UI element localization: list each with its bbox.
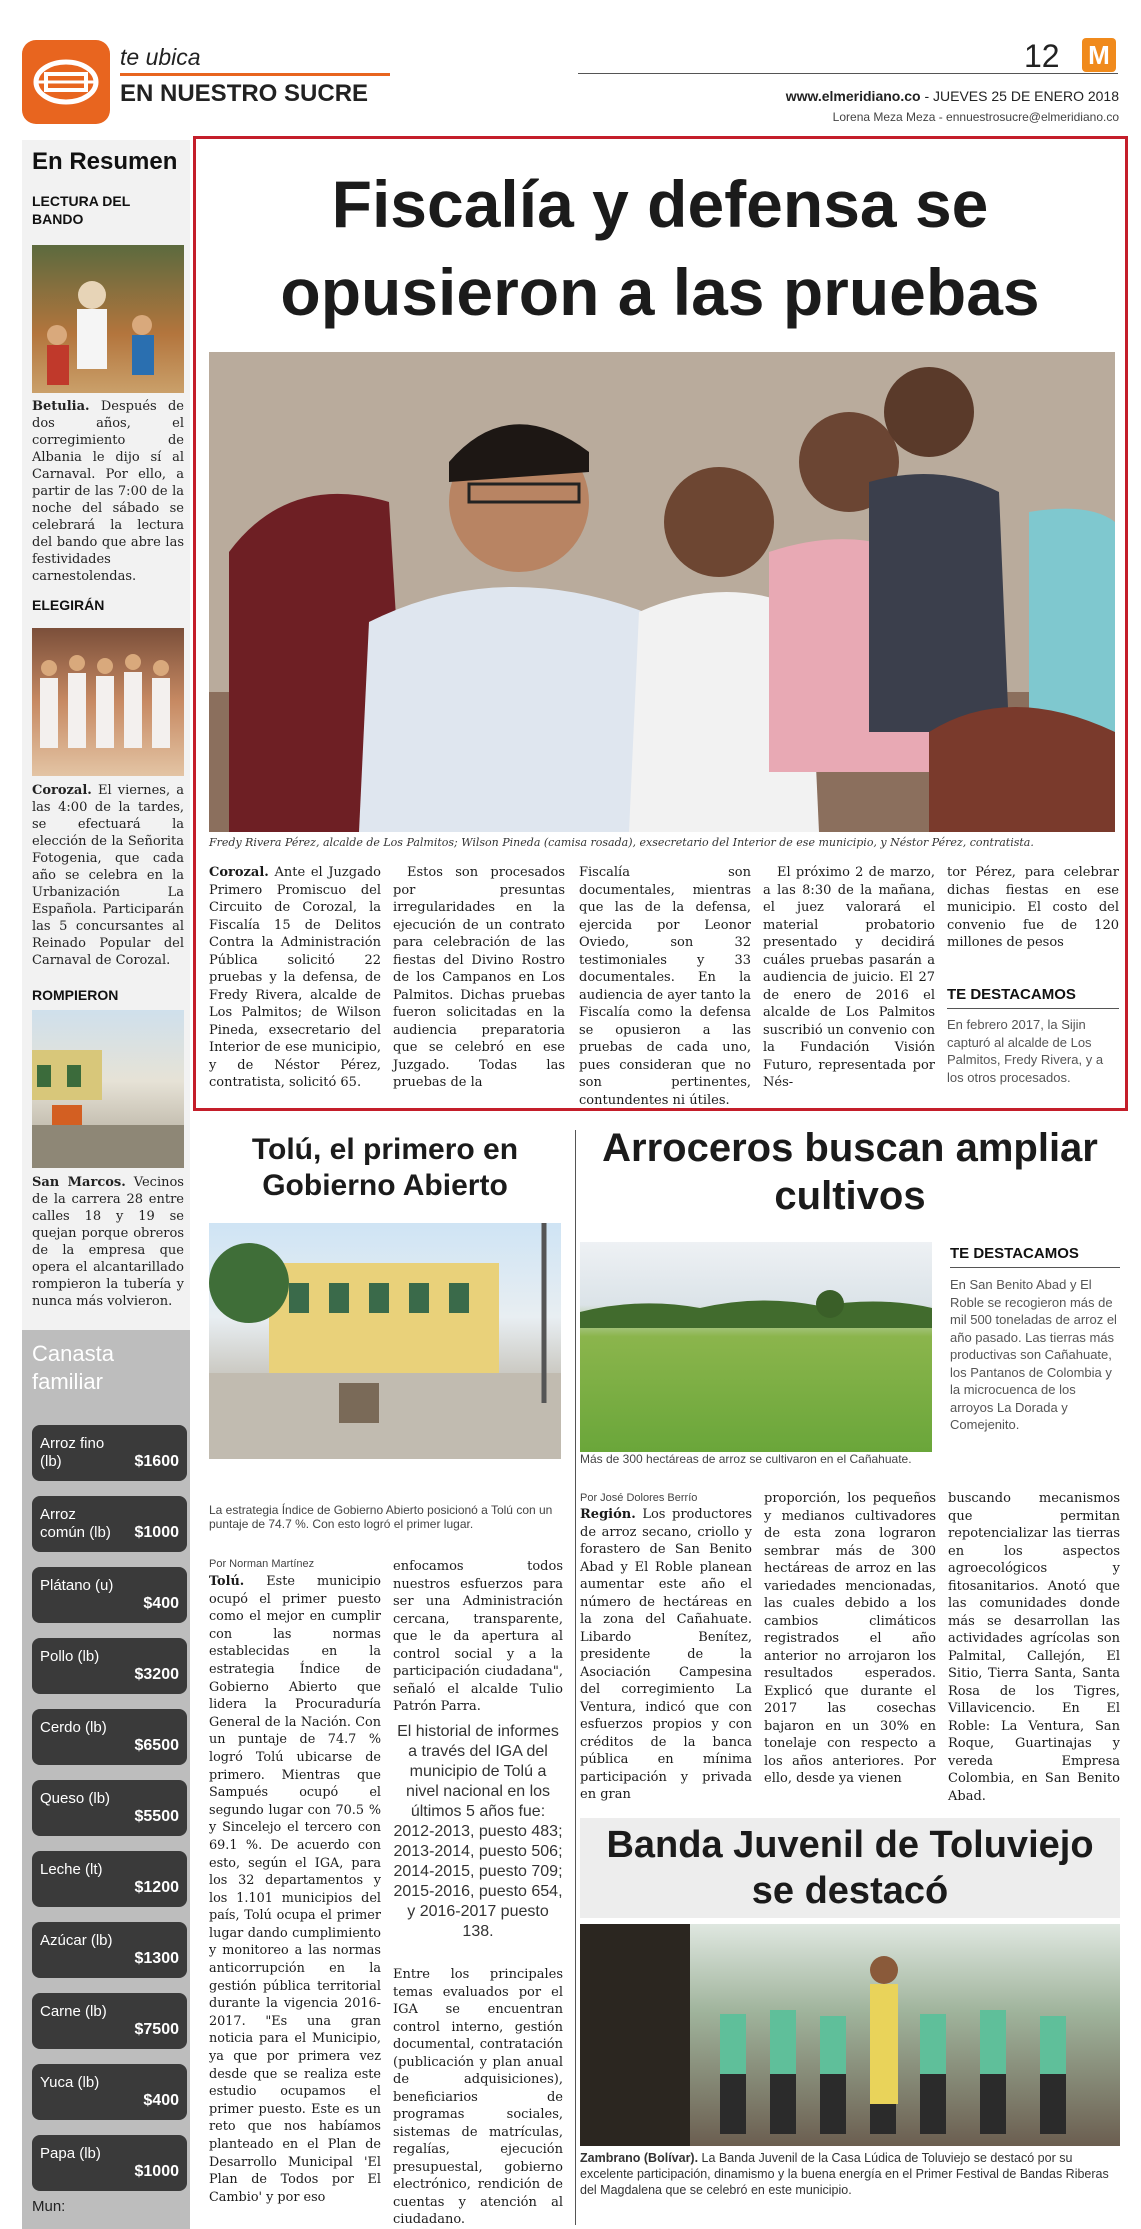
price-item-value: $1000 [134,2163,179,2180]
destacamos-rule [947,1008,1119,1009]
main-col-5: tor Pérez, para celebrar dichas fiestas en ese municipio. El costo del convenio fue de 120 millones de pesos [947,865,1119,950]
tolu-history-box: El historial de informes a través del IGA del municipio de Tolú a nivel nacional en los últimos 5 años fue: 2012-2013, puesto 483; 2013-2014, puesto 506; 2014-2015, puesto 709; 2015-2016, puesto 654, y 2016-2017 puesto 138. [393,1723,563,1940]
price-item-name: Arroz común (lb) [40,1506,111,1541]
price-item [32,1638,187,1694]
sidebar-text: Corozal. El viernes, a las 4:00 de la tardes, se efectuará la elección de la Señorita Fotogenia, que cada año se celebra en la Urbanización La Española. Participarán las 5 concursantes al Reinado Popular del Carnaval de Corozal. [32,783,184,968]
tolu-headline: Tolú, el primero en Gobierno Abierto [251,1133,519,1202]
price-item [32,1567,187,1623]
tolu-col-2-top: enfocamos todos nuestros esfuerzos para ser una Administración cercana, transparente, que le da apertura al control social y a la participación ciudadana", señaló el alcalde Tulio Patrón Parra. [393,1559,563,1714]
sidebar-text: San Marcos. Vecinos de la carrera 28 entre calles 18 y 19 se quejan porque obreros de la empresa que opera el alcantarillado rompieron la tubería y nunca más volvieron. [32,1175,184,1309]
price-item [32,1780,187,1836]
main-col-3: Fiscalía son documentales, mientras que las de la defensa, ejercida por Leonor Oviedo, son 32 testimoniales y 33 documentales. En la audiencia de ayer tanto la Fiscalía como la defensa se opusieron a las pruebas de cada uno, pues consideran que no son pertinentes, contundentes ni útiles. [579,865,751,1108]
price-item-value: $1600 [134,1453,179,1470]
tolu-photo-caption: La estrategia Índice de Gobierno Abierto posicionó a Tolú con un puntaje de 74.7 %. Con esto logró el primer lugar. [209,1503,553,1531]
band-photo [580,1924,1120,2146]
price-item-value: $6500 [134,1737,179,1754]
tolu-col-2-bottom: Entre los principales temas evaluados por el IGA se encuentran control interno, gestión documental, contratación (publicación y plan anual de adquisiciones), beneficiarios de programas sociales, sistemas de matrículas, regalías, ejecución presupuestal, gobierno electrónico, rendición de cuentas y atención al ciudadano. [393,1967,563,2227]
price-item [32,1993,187,2049]
street-photo [32,1010,184,1168]
tolu-byline: Por Norman Martínez [209,1558,315,1570]
arroz-destacamos-rule [950,1267,1120,1268]
main-photo-caption: Fredy Rivera Pérez, alcalde de Los Palmitos; Wilson Pineda (camisa rosada), exsecretario del Interior de ese municipio, y Néstor Pérez, contratista. [209,836,1034,849]
price-item-value: $1000 [134,1524,179,1541]
section-kicker: te ubica [120,44,201,70]
price-item-name: Plátano (u) [40,1577,114,1594]
sidebar-text: Betulia. Después de dos años, el corregimiento de Albania le dijo sí al Carnaval. Por ello, a partir de las 7:00 de la noche del sábado se celebrará la lectura del bando que abre las festividades carnestolendas. [32,399,184,584]
price-item-value: $5500 [134,1808,179,1825]
destacamos-heading: TE DESTACAMOS [947,986,1076,1003]
carnival-photo [32,245,184,393]
price-item-name: Azúcar (lb) [40,1932,113,1949]
main-col-1: Corozal. Ante el Juzgado Primero Promiscuo del Circuito de Corozal, la Fiscalía 15 de Delitos Contra la Administración Pública solicitó 22 pruebas y la defensa, de Fredy Rivera, alcalde de Los Palmitos; de Wilson Pineda, exsecretario del Interior de ese municipio, y de Néstor Pérez, contratista, solicitó 65. [209,865,381,1090]
price-item [32,1425,187,1481]
price-item-name: Pollo (lb) [40,1648,100,1665]
arroz-photo-caption: Más de 300 hectáreas de arroz se cultivaron en el Cañahuate. [580,1452,912,1466]
column-divider [575,1130,576,2225]
sidebar-heading: LECTURA DEL BANDO [32,193,130,227]
site-url[interactable]: www.elmeridiano.co [785,88,921,104]
price-item-value: $3200 [134,1666,179,1683]
canasta-footer: Mun: [32,2198,66,2215]
tolu-col-1: Tolú. Este municipio ocupó el primer puesto como el mejor en cumplir con las normas establecidas en la estrategia Índice de Gobierno Abierto que lidera la Procuraduría General de la Nación. Con un puntaje de 74.7 % logró Tolú ubicarse de primero. Mientras que Sampués ocupó el segundo lugar con 70.5 % y Sincelejo el tercero con 69.1 %. De acuerdo con esto, según el IGA, para los 32 departamentos y los 1.101 municipios del país, Tolú ocupa el primer lugar dando cumplimiento y monitoreo a las normas anticorrupción en la gestión pública territorial durante la vigencia 2016-2017. "Es una gran noticia para el Municipio, ya que por primera vez desde que se realiza este estudio ocupamos el primer puesto. Este es un reto que nos habíamos planteado en el Plan de Desarrollo Municipal 'El Plan de Todos por El Cambio' y por eso [209,1574,381,2205]
issue-date: - JUEVES 25 DE ENERO 2018 [920,88,1119,104]
price-item-name: Yuca (lb) [40,2074,100,2091]
dateline [786,88,1119,104]
arroz-col-3: buscando mecanismos que permitan repotencializar las tierras en los aspectos agroecológicos y fitosanitarios. Anotó que las comunidades donde más se desarrollan las actividades agrícolas son Palmital, Callejón, El Sitio, Tierra Santa, Santa Rosa de los Tigres, Villavicencio. En El Roble: La Ventura, San Roque, Guartinajas y vereda Empresa Colombia, en San Benito Abad. [948,1491,1120,1804]
court-hearing-photo [209,352,1115,832]
price-item-value: $1300 [134,1950,179,1967]
price-item-name: Cerdo (lb) [40,1719,107,1736]
price-item [32,2135,187,2191]
kicker-rule [120,73,390,76]
page-number: 12 [1024,38,1060,74]
price-item-name: Papa (lb) [40,2145,101,2162]
rice-field-photo [580,1242,932,1452]
tolu-building-photo [209,1223,561,1459]
sidebar-title: En Resumen [32,148,178,175]
price-item [32,1709,187,1765]
pageant-photo [32,628,184,776]
price-item-value: $7500 [134,2021,179,2038]
price-item-value: $1200 [134,1879,179,1896]
price-item [32,1851,187,1907]
price-item-name: Queso (lb) [40,1790,111,1807]
price-item [32,1922,187,1978]
main-col-2: Estos son procesados por presuntas irregularidades en la ejecución de un contrato para celebración de las fiestas del Divino Rostro de los Campanos en Los Palmitos. Dichas pruebas fueron solicitadas en la audiencia preparatoria que se celebró en ese Juzgado. Todas las pruebas de la [393,865,565,1090]
price-item [32,2064,187,2120]
banda-headline: Banda Juvenil de Toluviejo se destacó [606,1824,1094,1912]
arroz-destacamos-heading: TE DESTACAMOS [950,1245,1079,1262]
price-item-name: Carne (lb) [40,2003,107,2020]
arroz-destacamos-text: En San Benito Abad y El Roble se recogieron más de mil 500 toneladas de arroz el año pasado. Las tierras más productivas son Cañahuate, los Pantanos de Colombia y la microcuenca de los arroyos La Dorada y Comejenito. [950,1277,1117,1432]
section-logo-icon [22,40,110,124]
price-item-name: Leche (lt) [40,1861,103,1878]
arroz-headline: Arroceros buscan ampliar cultivos [602,1126,1098,1218]
section-title: EN NUESTRO SUCRE [120,80,369,107]
price-item-value: $400 [143,2092,179,2109]
banda-caption: Zambrano (Bolívar). La Banda Juvenil de la Casa Lúdica de Toluviejo se destacó por su excelente participación, dinamismo y la buena energía en el Primer Festival de Bandas Riberas del Magdalena que se celebró en este municipio. [580,2151,1109,2197]
page-byline: Lorena Meza Meza - ennuestrosucre@elmeridiano.co [832,110,1119,124]
arroz-col-2: proporción, los pequeños y medianos cultivadores de esta zona lograron sembrar más de 300 hectáreas de arroz en las variedades mencionadas, las cuales debido a los cambios climáticos registrados el año anterior no arrojaron los resultados esperados. Explicó que durante el 2017 las cosechas bajaron en un 30% en tonelaje con respecto a los años anteriores. Por ello, desde ya vienen [764,1491,936,1786]
main-headline: Fiscalía y defensa se opusieron a las pruebas [280,167,1040,329]
arroz-col-1: Región. Los productores de arroz secano, criollo y forastero de San Benito Abad y El Roble planean aumentar este año el número de hectáreas en la zona del Cañahuate. Libardo Benítez, presidente de la Asociación Campesina del corregimiento La Ventura, indicó que con esfuerzos propios y con créditos de la banca pública en mínima participación y privada en gran [580,1507,752,1802]
canasta-title: Canasta familiar [32,1341,114,1394]
price-item [32,1496,187,1552]
arroz-byline: Por José Dolores Berrío [580,1492,698,1504]
sidebar-heading: ELEGIRÁN [32,597,105,613]
main-col-4: El próximo 2 de marzo, a las 8:30 de la mañana, el juez valorará el material probatorio presentado y decidirá cuáles pruebas pasarán a audiencia de juicio. El 27 de enero de 2016 el alcalde de Los Palmitos suscribió un convenio con la Fundación Visión Futuro, representada por Nés- [763,865,935,1090]
price-item-name: Arroz fino (lb) [40,1435,105,1470]
brand-logo: M [1082,38,1116,72]
destacamos-text: En febrero 2017, la Sijin capturó al alcalde de Los Palmitos, Fredy Rivera, y a los otros procesados. [947,1017,1104,1085]
sidebar-heading: ROMPIERON [32,987,119,1003]
price-item-value: $400 [143,1595,179,1612]
